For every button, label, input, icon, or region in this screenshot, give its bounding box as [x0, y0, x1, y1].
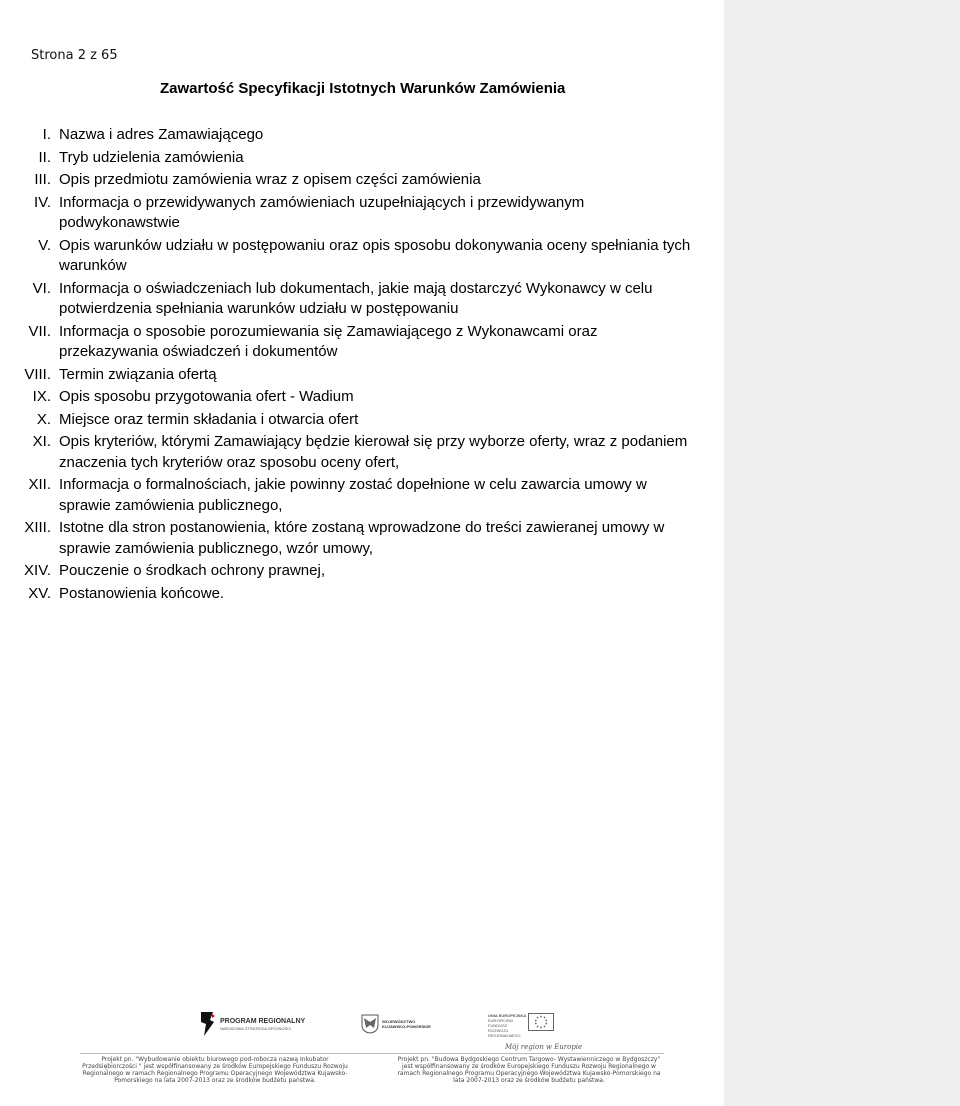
toc-item-text: Istotne dla stron postanowienia, które zostaną wprowadzone do treści zawieranej umowy w sprawie zamówienia publicznego, wzór umowy, — [59, 519, 665, 557]
toc-item-text: Pouczenie o środkach ochrony prawnej, — [59, 562, 325, 579]
eu-flag-icon — [528, 1013, 554, 1031]
toc-item — [0, 125, 724, 146]
toc-item-number: XIII. — [24, 519, 51, 536]
toc-item-number: I. — [42, 126, 51, 143]
toc-item-text: Informacja o oświadczeniach lub dokumentach, jakie mają dostarczyć Wykonawcy w celu potwierdzenia spełniania warunków udziału w postępowaniu — [59, 279, 653, 317]
toc-item-text: Informacja o formalnościach, jakie powinny zostać dopełnione w celu zawarcia umowy w sprawie zamówienia publicznego, — [59, 476, 647, 514]
toc-item — [0, 387, 724, 408]
toc-item — [0, 279, 724, 320]
toc-item — [0, 475, 724, 516]
document-title: Zawartość Specyfikacji Istotnych Warunków Zamówienia — [160, 80, 566, 97]
wojewodztwo-line1: WOJEWÓDZTWO — [382, 1019, 416, 1024]
toc-item-number: XII. — [28, 476, 51, 493]
toc-item-number: X. — [36, 410, 51, 428]
toc-item — [0, 148, 724, 169]
toc-item — [0, 584, 724, 605]
toc-item-number: XV. — [28, 584, 51, 602]
toc-item-text: Opis przedmiotu zamówienia wraz z opisem części zamówienia — [59, 171, 481, 188]
toc-item-number: XIV. — [24, 562, 51, 579]
toc-item — [0, 365, 724, 386]
program-regionalny-subtitle: NARODOWA STRATEGIA SPÓJNOŚCI — [220, 1025, 292, 1031]
program-regionalny-emblem-icon — [198, 1010, 216, 1038]
toc-item — [0, 236, 724, 277]
toc-item-number: III. — [34, 171, 51, 188]
toc-item-text: Opis kryteriów, którymi Zamawiający będzie kierował się przy wyborze oferty, wraz z podaniem znaczenia tych kryteriów oraz sposobu oceny ofert, — [59, 433, 688, 471]
toc-item-text: Tryb udzielenia zamówienia — [59, 148, 244, 166]
toc-item — [0, 170, 724, 191]
wojewodztwo-logo — [361, 1014, 431, 1034]
toc-item — [0, 193, 724, 234]
toc-item — [0, 518, 724, 559]
footer-divider — [80, 1053, 664, 1054]
toc-item-text: Nazwa i adres Zamawiającego — [59, 126, 264, 143]
toc-item-number: VII. — [28, 322, 51, 340]
toc-item-number: VI. — [32, 279, 51, 297]
program-regionalny-title: PROGRAM REGIONALNY — [220, 1017, 306, 1025]
eu-line1: UNIA EUROPEJSKA — [488, 1013, 527, 1018]
toc-item-text: Opis sposobu przygotowania ofert - Wadium — [59, 388, 354, 405]
footer-note-right: Projekt pn. "Budowa Bydgoskiego Centrum Targowo- Wystawienniczego w Bydgoszczy" jest współfinansowany ze środków Europejskiego Funduszu Rozwoju Regionalnego w ramach Regionalnego Programu Operacyjnego Województwa Kujawsko-Pomorskiego na lata 2007-2013 oraz ze środków budżetu państwa. — [397, 1056, 661, 1084]
wojewodztwo-line2: KUJAWSKO-POMORSKIE — [382, 1024, 431, 1029]
toc-item-text: Opis warunków udziału w postępowaniu oraz opis sposobu dokonywania oceny spełniania tych warunków — [59, 236, 691, 274]
toc-item-number: XI. — [32, 433, 51, 450]
toc-item-text: Postanowienia końcowe. — [59, 584, 225, 602]
toc-item-text: Informacja o przewidywanych zamówieniach uzupełniających i przewidywanym podwykonawstwie — [59, 193, 585, 231]
toc-item — [0, 432, 724, 473]
program-regionalny-logo — [198, 1010, 305, 1038]
toc-item — [0, 561, 724, 582]
toc-item-number: IX. — [32, 388, 51, 405]
eu-slogan: Mój region w Europie — [505, 1043, 583, 1051]
eu-line3: ROZWOJU REGIONALNEGO — [488, 1028, 521, 1038]
footer-note-left: Projekt pn. "Wybudowanie obiektu biurowego pod-robocza nazwą Inkubator Przedsiębiorczości " jest współfinansowany ze środków Europejskiego Funduszu Rozwoju Regionalnego w ramach Regionalnego Programu Operacyjnego Województwa Kujawsko-Pomorskiego na lata 2007-2013 oraz ze środków budżetu państwa. — [82, 1056, 348, 1084]
toc-item — [0, 322, 724, 363]
eu-line2: EUROPEJSKI FUNDUSZ — [488, 1018, 514, 1028]
toc-item-text: Informacja o sposobie porozumiewania się Zamawiającego z Wykonawcami oraz przekazywania oświadczeń i dokumentów — [59, 322, 598, 360]
comment-pane — [724, 0, 960, 1106]
toc-item-text: Termin związania ofertą — [59, 365, 217, 383]
eu-logo — [488, 1013, 554, 1038]
toc-item-number: V. — [38, 236, 51, 254]
page-number: Strona 2 z 65 — [31, 48, 118, 63]
toc-item — [0, 410, 724, 431]
toc-item-number: VIII. — [24, 365, 51, 383]
toc-item-number: II. — [38, 148, 51, 166]
toc-item-number: IV. — [34, 193, 51, 211]
footer — [80, 1005, 664, 1100]
toc-item-text: Miejsce oraz termin składania i otwarcia ofert — [59, 410, 359, 428]
table-of-contents — [0, 125, 724, 606]
coat-of-arms-icon — [361, 1014, 379, 1034]
